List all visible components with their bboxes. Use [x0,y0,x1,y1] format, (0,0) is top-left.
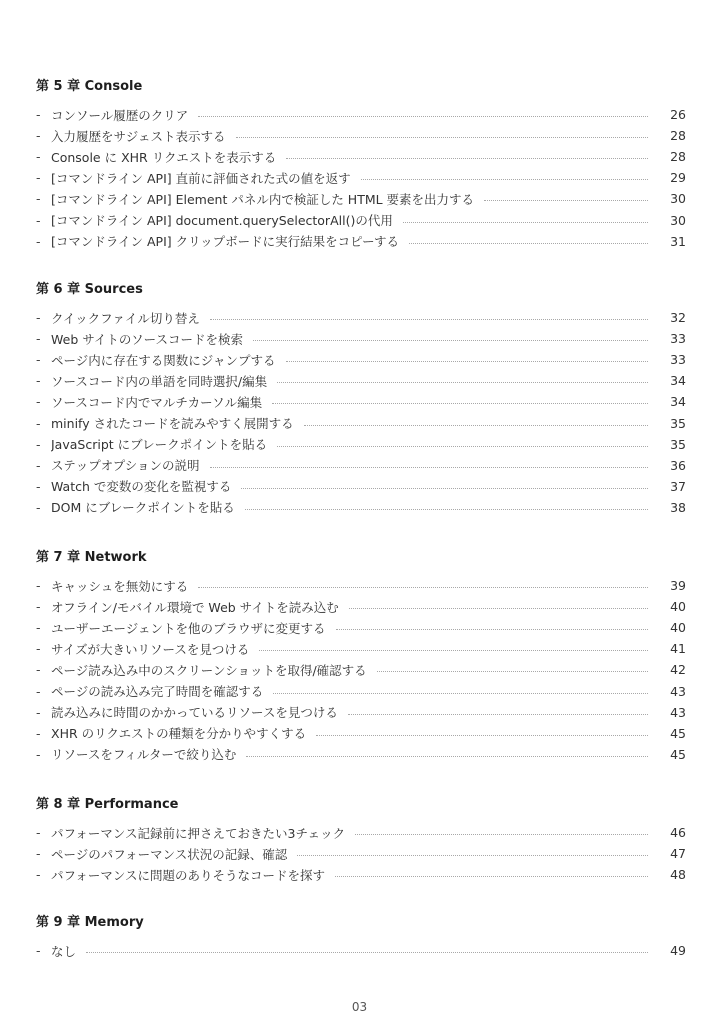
dot-leader [286,158,648,159]
bullet-dash: - [36,212,41,228]
bullet-dash: - [36,599,41,615]
dot-leader [349,608,648,609]
dot-leader [259,650,648,651]
toc-entry [36,434,686,455]
bullet-dash: - [36,331,41,347]
dot-leader [198,116,648,117]
dot-leader [336,629,648,630]
entry-page-number: 37 [670,478,686,494]
bullet-dash: - [36,662,41,678]
chapter-5-section [36,77,686,252]
bullet-dash: - [36,394,41,410]
entry-page-number: 34 [670,394,686,410]
entry-label: ページの読み込み完了時間を確認する [51,684,264,700]
entry-label: ページ読み込み中のスクリーンショットを取得/確認する [51,662,367,678]
toc-entry [36,843,686,864]
entry-label: サイズが大きいリソースを見つける [51,641,250,657]
chapter-title: 第 8 章 Performance [36,797,179,812]
entry-page-number: 43 [670,683,686,699]
dot-leader [403,222,648,223]
toc-entry [36,349,686,370]
dot-leader [245,509,648,510]
toc-entry [36,307,686,328]
entry-label: クイックファイル切り替え [51,310,200,326]
chapter-8-section [36,795,686,885]
toc-entry [36,617,686,638]
bullet-dash: - [36,846,41,862]
entry-label: コンソール履歴のクリア [51,107,189,123]
dot-leader [277,446,648,447]
entry-page-number: 31 [670,233,686,249]
toc-entry [36,638,686,659]
entry-page-number: 34 [670,373,686,389]
bullet-dash: - [36,943,41,959]
bullet-dash: - [36,415,41,431]
entry-label: [コマンドライン API] 直前に評価された式の値を返す [51,170,351,186]
dot-leader [277,382,648,383]
entry-label: [コマンドライン API] document.querySelectorAll()の代用 [51,213,393,229]
entry-page-number: 30 [670,212,686,228]
toc-entry [36,146,686,167]
toc-entry [36,209,686,230]
dot-leader [210,467,648,468]
toc-entry [36,125,686,146]
bullet-dash: - [36,499,41,515]
entry-label: ソースコード内の単語を同時選択/編集 [51,373,268,389]
bullet-dash: - [36,867,41,883]
toc-entry [36,702,686,723]
toc-entry [36,575,686,596]
entry-label: [コマンドライン API] クリップボードに実行結果をコピーする [51,234,399,250]
dot-leader [348,714,648,715]
dot-leader [316,735,648,736]
entry-label: 読み込みに時間のかかっているリソースを見つける [51,705,338,721]
chapter-title: 第 9 章 Memory [36,915,144,930]
toc-entry [36,680,686,701]
toc-entry [36,328,686,349]
bullet-dash: - [36,310,41,326]
dot-leader [236,137,648,138]
entry-page-number: 28 [670,128,686,144]
dot-leader [409,243,648,244]
chapter-6-section [36,280,686,518]
entry-page-number: 39 [670,578,686,594]
entry-page-number: 48 [670,867,686,883]
entry-label: パフォーマンス記録前に押さえておきたい3チェック [51,825,346,841]
bullet-dash: - [36,620,41,636]
dot-leader [210,319,648,320]
toc-entry [36,659,686,680]
chapter-title: 第 6 章 Sources [36,282,143,297]
bullet-dash: - [36,578,41,594]
bullet-dash: - [36,233,41,249]
entry-label: DOM にブレークポイントを貼る [51,500,235,516]
entry-page-number: 43 [670,704,686,720]
entry-page-number: 29 [670,170,686,186]
toc-entry [36,476,686,497]
dot-leader [272,403,648,404]
toc-entry [36,822,686,843]
dot-leader [241,488,648,489]
dot-leader [304,425,648,426]
entry-label: ユーザーエージェントを他のブラウザに変更する [51,620,326,636]
entry-label: JavaScript にブレークポイントを貼る [51,437,268,453]
toc-list [36,575,686,765]
chapter-9-section [36,913,686,961]
toc-entry [36,167,686,188]
chapter-title: 第 7 章 Network [36,550,147,565]
footer-page-number: 03 [351,1000,368,1014]
entry-label: オフライン/モバイル環境で Web サイトを読み込む [51,599,339,615]
entry-page-number: 42 [670,662,686,678]
toc-entry [36,104,686,125]
bullet-dash: - [36,641,41,657]
toc-entry [36,723,686,744]
entry-page-number: 33 [670,352,686,368]
entry-page-number: 41 [670,641,686,657]
entry-page-number: 45 [670,725,686,741]
entry-label: XHR のリクエストの種類を分かりやすくする [51,726,307,742]
toc-list [36,104,686,252]
entry-page-number: 30 [670,191,686,207]
entry-label: Watch で変数の変化を監視する [51,479,232,495]
bullet-dash: - [36,825,41,841]
bullet-dash: - [36,725,41,741]
dot-leader [273,693,648,694]
entry-page-number: 26 [670,107,686,123]
entry-page-number: 45 [670,746,686,762]
dot-leader [484,200,648,201]
toc-entry [36,370,686,391]
bullet-dash: - [36,191,41,207]
entry-page-number: 40 [670,620,686,636]
dot-leader [286,361,648,362]
toc-list [36,822,686,885]
toc-entry [36,497,686,518]
entry-label: ソースコード内でマルチカーソル編集 [51,394,263,410]
entry-label: ページ内に存在する関数にジャンプする [51,352,276,368]
bullet-dash: - [36,107,41,123]
dot-leader [297,855,648,856]
entry-page-number: 38 [670,499,686,515]
entry-page-number: 33 [670,331,686,347]
entry-label: [コマンドライン API] Element パネル内で検証した HTML 要素を出力する [51,191,475,207]
bullet-dash: - [36,683,41,699]
entry-label: Web サイトのソースコードを検索 [51,331,243,347]
entry-label: なし [51,943,77,959]
toc-entry [36,864,686,885]
entry-page-number: 36 [670,457,686,473]
bullet-dash: - [36,128,41,144]
toc-entry [36,940,686,961]
bullet-dash: - [36,170,41,186]
entry-page-number: 40 [670,599,686,615]
entry-page-number: 32 [670,310,686,326]
bullet-dash: - [36,352,41,368]
entry-label: ステップオプションの説明 [51,458,200,474]
entry-page-number: 49 [670,943,686,959]
entry-label: 入力履歴をサジェスト表示する [51,128,226,144]
dot-leader [246,756,648,757]
dot-leader [377,671,648,672]
dot-leader [355,834,648,835]
entry-label: minify されたコードを読みやすく展開する [51,416,294,432]
dot-leader [253,340,648,341]
entry-page-number: 35 [670,436,686,452]
toc-entry [36,596,686,617]
bullet-dash: - [36,457,41,473]
toc-entry [36,188,686,209]
chapter-7-section [36,548,686,765]
toc-entry [36,231,686,252]
entry-label: Console に XHR リクエストを表示する [51,149,277,165]
entry-page-number: 47 [670,846,686,862]
entry-label: パフォーマンスに問題のありそうなコードを探す [51,867,326,883]
bullet-dash: - [36,746,41,762]
toc-entry [36,455,686,476]
entry-label: ページのパフォーマンス状況の記録、確認 [51,846,288,862]
toc-entry [36,412,686,433]
chapter-title: 第 5 章 Console [36,79,143,94]
toc-list [36,940,686,961]
toc-entry [36,744,686,765]
bullet-dash: - [36,373,41,389]
toc-list [36,307,686,518]
dot-leader [198,587,648,588]
bullet-dash: - [36,436,41,452]
entry-label: キャッシュを無効にする [51,578,189,594]
entry-page-number: 46 [670,825,686,841]
dot-leader [86,952,648,953]
bullet-dash: - [36,149,41,165]
entry-page-number: 28 [670,149,686,165]
bullet-dash: - [36,704,41,720]
dot-leader [335,876,648,877]
dot-leader [361,179,648,180]
toc-entry [36,391,686,412]
bullet-dash: - [36,478,41,494]
entry-label: リソースをフィルターで絞り込む [51,747,237,763]
entry-page-number: 35 [670,415,686,431]
